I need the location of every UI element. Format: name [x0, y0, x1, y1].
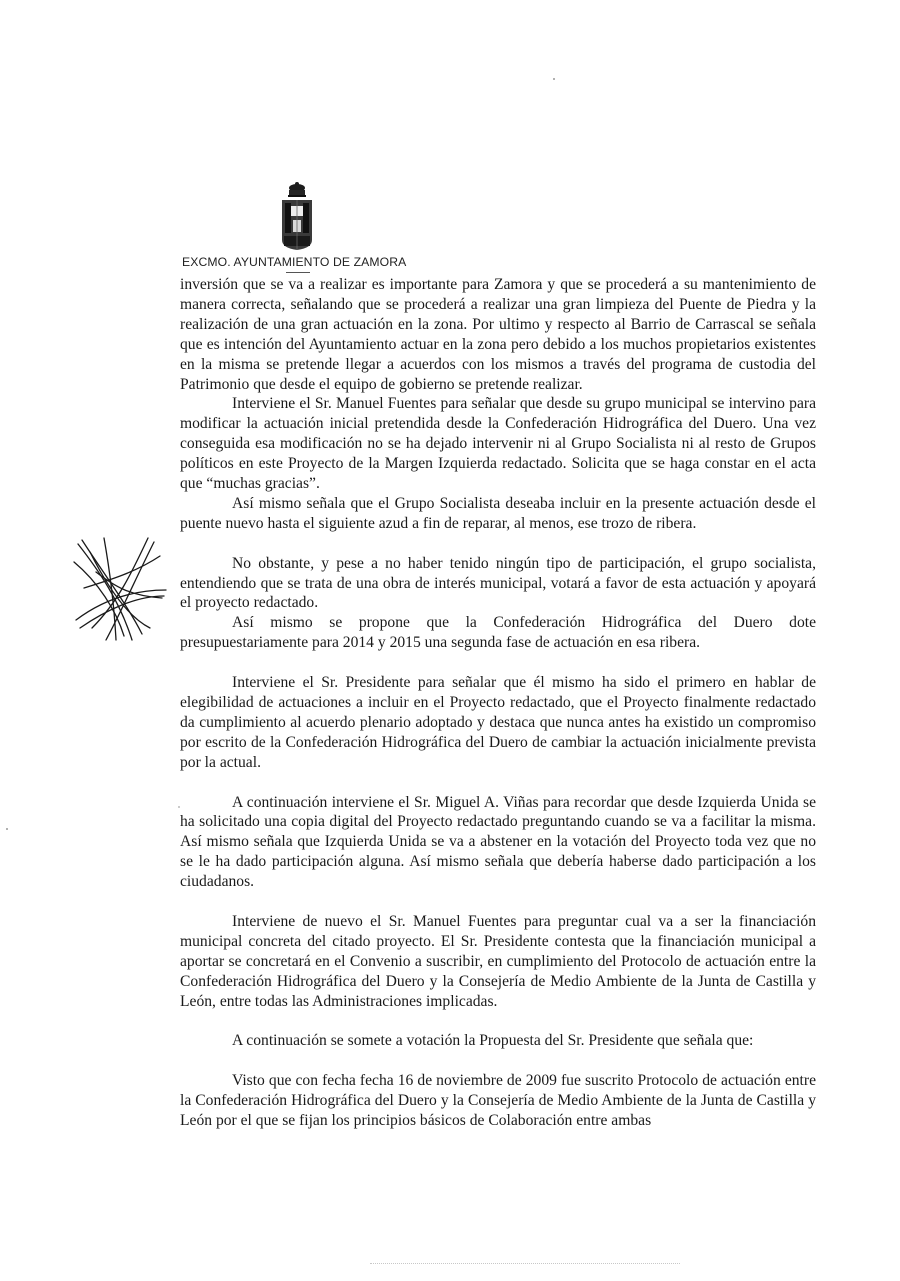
paragraph-continuation: inversión que se va a realizar es importante para Zamora y que se procederá a su mantenimiento de manera correcta, señalando que se procederá a realizar una gran limpieza del Puente de Piedra y la realización de una gran actuación en la zona. Por ultimo y respecto al Barrio de Carrascal se señala que es intención del Ayuntamiento actuar en la zona pero debido a los muchos propietarios existentes en la misma se pretende llegar a acuerdos con los mismos a través del programa de custodia del Patrimonio que desde el equipo de gobierno se pretende realizar.: [180, 276, 816, 393]
paragraph-socialista-request: Así mismo señala que el Grupo Socialista deseaba incluir en la presente actuación desde el puente nuevo hasta el siguiente azud a fin de reparar, al menos, ese trozo de ribera.: [180, 494, 816, 532]
paragraph-vote-call: A continuación se somete a votación la Propuesta del Sr. Presidente que señala que:: [232, 1032, 754, 1050]
paragraph-proposal-start: Visto que con fecha fecha 16 de noviembre de 2009 fue suscrito Protocolo de actuación entre la Confederación Hidrográfica del Duero y la Consejería de Medio Ambiente de la Junta de Castilla y León por el que se fijan los principios básicos de Colaboración entre ambas: [180, 1072, 816, 1129]
scan-speck: [6, 828, 8, 830]
paragraph-vinas-intervention: A continuación interviene el Sr. Miguel A. Viñas para recordar que desde Izquierda Unida se ha solicitado una copia digital del Proyecto redactado preguntando cuando se va a facilitar la misma. Así mismo señala que Izquierda Unida se va a abstener en la votación del Proyecto toda vez que no se le ha dado participación alguna. Así mismo señala que debería haberse dado participación a los ciudadanos.: [180, 793, 816, 891]
scan-speck: [553, 78, 555, 80]
paragraph-presidente-intervention: Interviene el Sr. Presidente para señalar que él mismo ha sido el primero en hablar de elegibilidad de actuaciones a incluir en el Proyecto redactado, que el Proyecto finalmente redactado da cumplimiento al acuerdo plenario adoptado y destaca que nunca antes ha existido un compromiso por escrito de la Confederación Hidrográfica del Duero de cambiar la actuación inicialmente prevista por la actual.: [180, 674, 816, 771]
paragraph-vote-in-favor: No obstante, y pese a no haber tenido ningún tipo de participación, el grupo socialista, entendiendo que se trata de una obra de interés municipal, votará a favor de esta actuación y apoyará el proyecto redactado.: [180, 554, 816, 612]
coat-of-arms-icon: [276, 182, 318, 252]
scan-artifact-line: [370, 1263, 680, 1264]
institution-name: EXCMO. AYUNTAMIENTO DE ZAMORA: [182, 255, 407, 269]
scan-speck: [178, 806, 180, 808]
handwritten-signature: [70, 532, 170, 644]
document-body: [180, 275, 816, 1131]
header-rule: [286, 272, 310, 273]
paragraph-second-phase: Así mismo se propone que la Confederación Hidrográfica del Duero dote presupuestariamente para 2014 y 2015 una segunda fase de actuación en esa ribera.: [180, 614, 816, 652]
paragraph-financing-question: Interviene de nuevo el Sr. Manuel Fuentes para preguntar cual va a ser la financiación municipal concreta del citado proyecto. El Sr. Presidente contesta que la financiación municipal a aportar se concretará en el Convenio a suscribir, en cumplimiento del Protocolo de actuación entre la Confederación Hidrográfica del Duero y la Consejería de Medio Ambiente de la Junta de Castilla y León, entre todas las Administraciones implicadas.: [180, 912, 816, 1010]
paragraph-fuentes-intervention: Interviene el Sr. Manuel Fuentes para señalar que desde su grupo municipal se intervino para modificar la actuación inicial pretendida desde la Confederación Hidrográfica del Duero. Una vez conseguida esa modificación no se ha dejado intervenir ni al Grupo Socialista ni al resto de Grupos políticos en este Proyecto de la Margen Izquierda redactado. Solicita que se haga constar en el acta que “muchas gracias”.: [180, 395, 816, 493]
